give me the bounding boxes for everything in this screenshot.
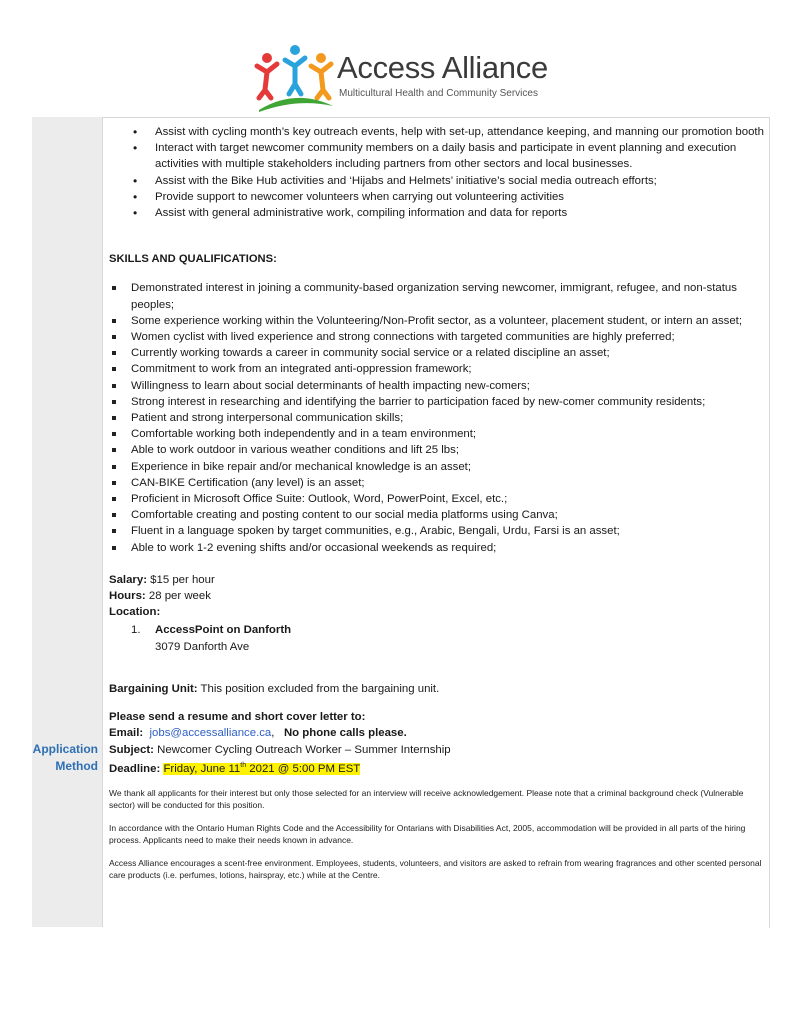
list-item: Commitment to work from an integrated anti-oppression framework; <box>109 361 764 377</box>
logo-title: Access Alliance <box>337 50 548 85</box>
bargaining-line: Bargaining Unit: This position excluded from the bargaining unit. <box>109 682 440 695</box>
list-item: Strong interest in researching and identifying the barrier to participation faced by new-comer community residents; <box>109 394 764 410</box>
salary-line: Salary: $15 per hour <box>109 573 215 586</box>
list-item: Able to work outdoor in various weather conditions and lift 25 lbs; <box>109 442 764 458</box>
logo-subtitle: Multicultural Health and Community Services <box>339 88 538 99</box>
list-item: • Assist with general administrative work, compiling information and data for reports <box>109 205 764 221</box>
skills-heading: SKILLS AND QUALIFICATIONS: <box>109 253 277 266</box>
list-item: Some experience working within the Volunteering/Non-Profit sector, as a volunteer, placement student, or intern an asset; <box>109 313 764 329</box>
list-item: Proficient in Microsoft Office Suite: Outlook, Word, PowerPoint, Excel, etc.; <box>109 491 764 507</box>
list-item: • Interact with target newcomer community members on a daily basis and participate in event planning and execution activities with multiple stakeholders including partners from other sectors and local businesses. <box>109 140 764 172</box>
list-item: Able to work 1-2 evening shifts and/or occasional weekends as required; <box>109 540 764 556</box>
subject-line: Subject: Newcomer Cycling Outreach Worker – Summer Internship <box>109 743 451 756</box>
location-item: 1. AccessPoint on Danforth <box>131 624 292 637</box>
application-intro: Please send a resume and short cover letter to: <box>109 711 366 724</box>
list-item: Willingness to learn about social determinants of health impacting new-comers; <box>109 378 764 394</box>
deadline-line: Deadline: Friday, June 11th 2021 @ 5:00 PM EST <box>109 761 361 775</box>
location-label: Location: <box>109 606 161 619</box>
skills-list <box>109 280 764 555</box>
list-item: Patient and strong interpersonal communication skills; <box>109 410 764 426</box>
list-item: Comfortable creating and posting content to our social media platforms using Canva; <box>109 507 764 523</box>
list-item: • Provide support to newcomer volunteers when carrying out volunteering activities <box>109 189 764 205</box>
note-paragraph: In accordance with the Ontario Human Rights Code and the Accessibility for Ontarians with Disabilities Act, 2005, accommodation will be provided in all parts of the hiring process. Applicants need to make their needs known in advance. <box>109 822 746 846</box>
list-item: Currently working towards a career in community social service or a related discipline an asset; <box>109 345 764 361</box>
list-item: Experience in bike repair and/or mechanical knowledge is an asset; <box>109 459 764 475</box>
application-method-label: Application Method <box>32 742 98 773</box>
list-item: Fluent in a language spoken by target communities, e.g., Arabic, Bengali, Urdu, Farsi is an asset; <box>109 523 764 539</box>
deadline-highlight: Friday, June 11th 2021 @ 5:00 PM EST <box>163 761 361 775</box>
list-item: • Assist with the Bike Hub activities and ‘Hijabs and Helmets’ initiative’s social media outreach efforts; <box>109 173 764 189</box>
email-link[interactable]: jobs@accessalliance.ca <box>149 727 272 740</box>
hours-line: Hours: 28 per week <box>109 590 211 603</box>
note-paragraph: Access Alliance encourages a scent-free environment. Employees, students, volunteers, and visitors are asked to refrain from wearing fragrances and other scented personal care products (i.e. perfumes, lotions, hairspray, etc.) while at the Centre. <box>109 857 762 881</box>
list-item: • Assist with cycling month’s key outreach events, help with set-up, attendance keeping, and manning our promotion booth <box>109 124 764 140</box>
note-paragraph: We thank all applicants for their interest but only those selected for an interview will receive acknowledgement. Please note that a criminal background check (Vulnerable sector) will be conducted for this position. <box>109 787 744 811</box>
email-line: Email: jobs@accessalliance.ca, No phone calls please. <box>109 727 407 740</box>
list-item: Comfortable working both independently and in a team environment; <box>109 426 764 442</box>
people-logo-icon <box>253 42 337 114</box>
no-calls-text: No phone calls please. <box>283 727 407 740</box>
location-address: 3079 Danforth Ave <box>155 640 250 653</box>
document-content <box>109 124 764 882</box>
list-item: CAN-BIKE Certification (any level) is an asset; <box>109 475 764 491</box>
list-item: Women cyclist with lived experience and strong connections with targeted communities are highly preferred; <box>109 329 764 345</box>
organization-logo <box>253 42 548 114</box>
section-label-column <box>32 117 103 927</box>
list-item: Demonstrated interest in joining a community-based organization serving newcomer, immigrant, refugee, and non-status peoples; <box>109 280 764 312</box>
duties-list <box>109 124 764 221</box>
